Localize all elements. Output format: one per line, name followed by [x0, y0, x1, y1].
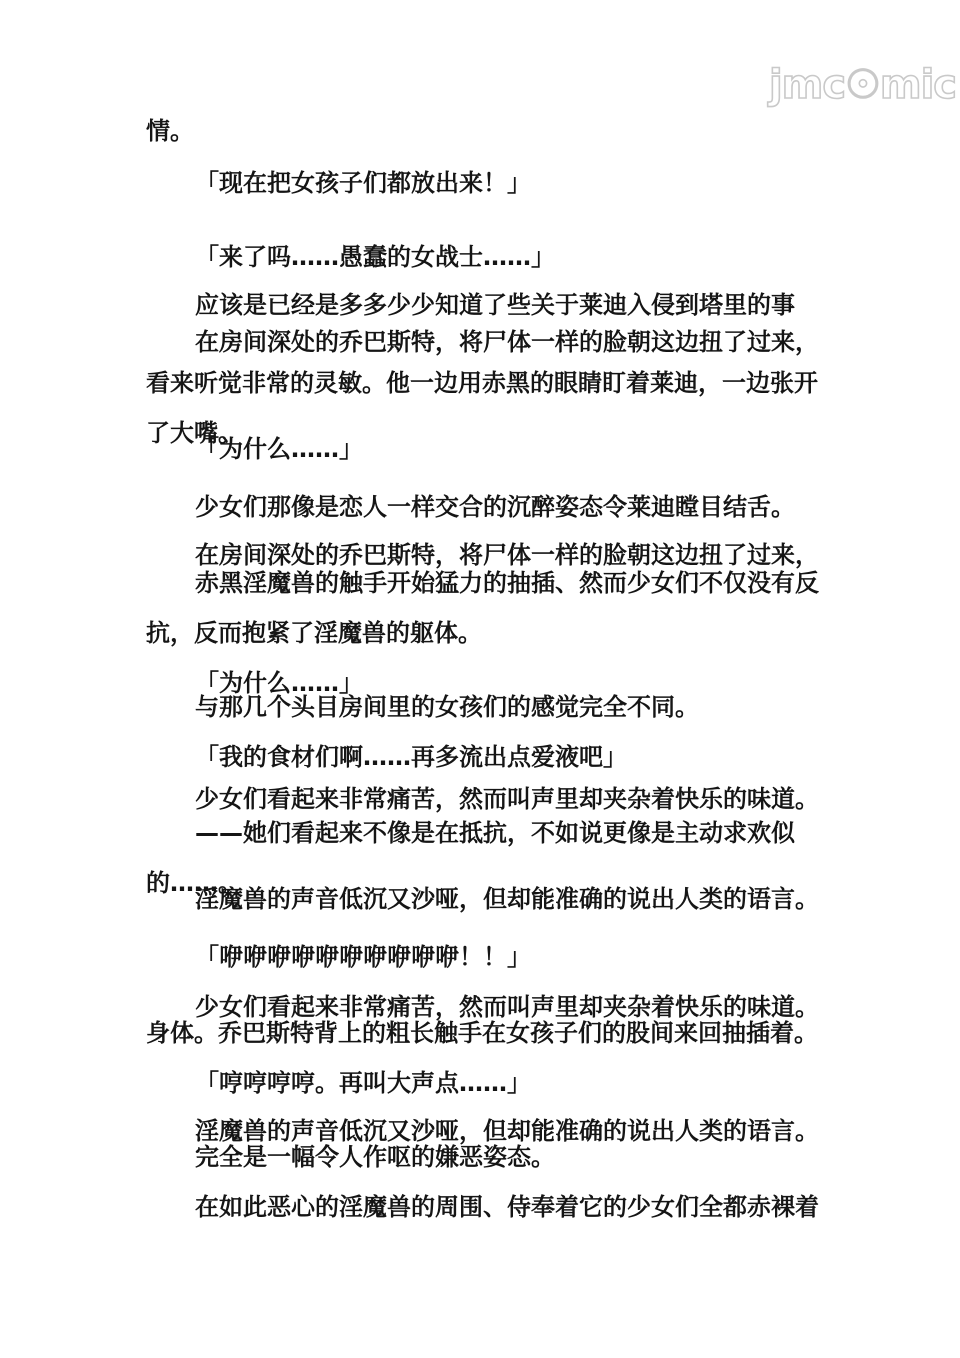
text-line: ——她们看起来不像是在抵抗，不如说更像是主动求欢似	[195, 819, 795, 847]
overlap-dialogue-strip: 「为什么……」	[195, 435, 363, 463]
watermark-logo: jmc☉mic	[768, 62, 956, 108]
text-line: 在房间深处的乔巴斯特，将尸体一样的脸朝这边扭了过来，	[195, 541, 819, 569]
text-line: 在如此恶心的淫魔兽的周围、侍奉着它的少女们全都赤裸着	[195, 1193, 819, 1221]
dialogue-line: 「来了吗……愚蠢的女战士……」	[195, 243, 555, 271]
text-line: 情。	[146, 117, 194, 145]
dialogue-line: 「咿咿咿咿咿咿咿咿咿咿！！」	[195, 943, 531, 971]
overlap-text-strip: 淫魔兽的声音低沉又沙哑，但却能准确的说出人类的语言。	[195, 885, 819, 913]
overlap-text-strip: 淫魔兽的声音低沉又沙哑，但却能准确的说出人类的语言。	[195, 1117, 819, 1145]
text-line: 少女们那像是恋人一样交合的沉醉姿态令莱迪瞠目结舌。	[195, 493, 795, 521]
text-line: 与那几个头目房间里的女孩们的感觉完全不同。	[195, 693, 699, 721]
text-line: 了大嘴。	[146, 419, 242, 447]
text-line: 少女们看起来非常痛苦，然而叫声里却夹杂着快乐的味道。	[195, 993, 819, 1021]
text-line: 应该是已经是多多少少知道了些关于莱迪入侵到塔里的事	[195, 291, 795, 319]
text-line: 身体。乔巴斯特背上的粗长触手在女孩子们的股间来回抽插着。	[146, 1019, 818, 1047]
text-line: 的……。	[146, 869, 242, 897]
text-line: 赤黑淫魔兽的触手开始猛力的抽插、然而少女们不仅没有反	[195, 569, 819, 597]
overlap-text-strip: 在房间深处的乔巴斯特，将尸体一样的脸朝这边扭了过来，	[195, 328, 819, 356]
dialogue-line: 「我的食材们啊……再多流出点爱液吧」	[195, 743, 627, 771]
dialogue-line: 「现在把女孩子们都放出来！」	[195, 169, 531, 197]
overlap-text-strip: 少女们看起来非常痛苦，然而叫声里却夹杂着快乐的味道。	[195, 785, 819, 813]
text-line: 完全是一幅令人作呕的嫌恶姿态。	[195, 1143, 555, 1171]
text-line: 看来听觉非常的灵敏。他一边用赤黑的眼睛盯着莱迪，一边张开	[146, 369, 818, 397]
text-line: 抗，反而抱紧了淫魔兽的躯体。	[146, 619, 482, 647]
dialogue-line: 「哼哼哼哼。再叫大声点……」	[195, 1069, 531, 1097]
overlap-dialogue-strip: 「为什么……」	[195, 669, 363, 697]
